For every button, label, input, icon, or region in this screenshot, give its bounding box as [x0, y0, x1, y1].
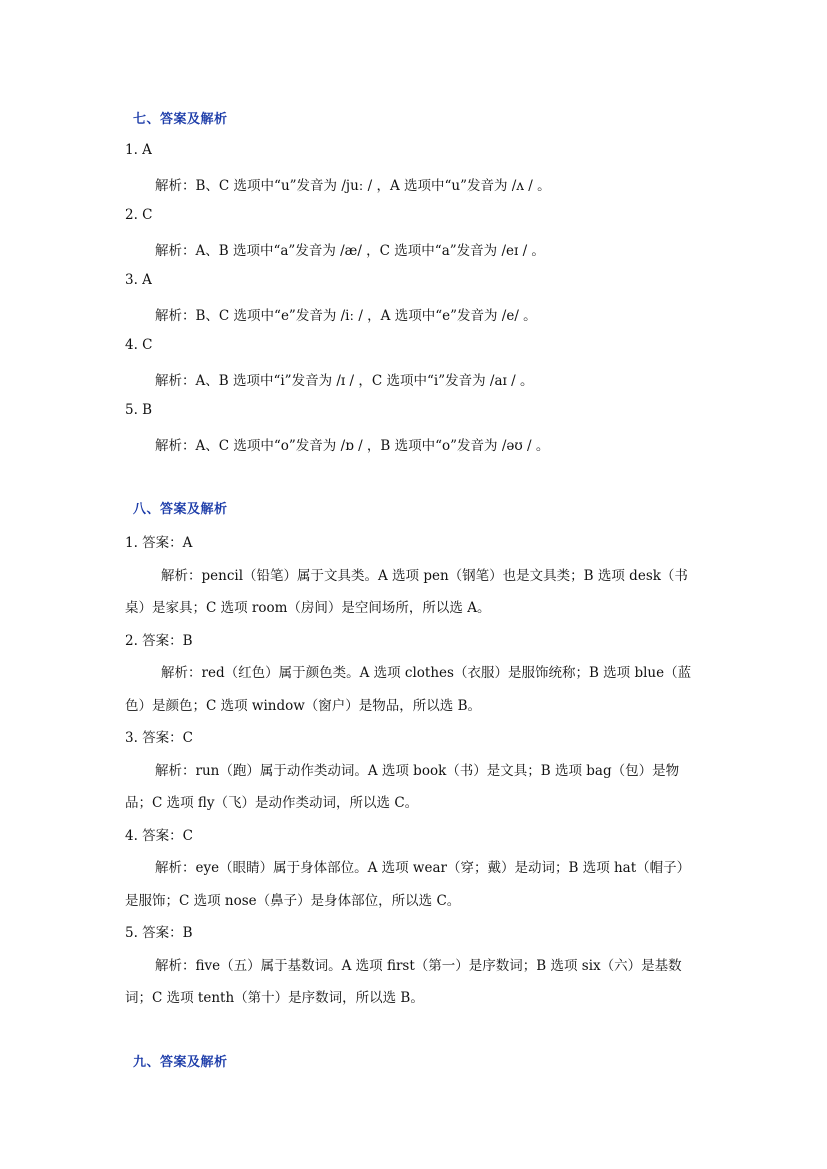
s7-item-2-explanation: 解析：A、B 选项中“a”发音为 /æ/ ，C 选项中“a”发音为 /eɪ / 。 — [155, 243, 545, 259]
s8-item-2-answer: 2. 答案：B — [125, 633, 193, 649]
s8-item-3-answer: 3. 答案：C — [125, 730, 194, 746]
s8-item-5-explanation-line2: 词；C 选项 tenth（第十）是序数词，所以选 B。 — [125, 990, 424, 1006]
section-9-title: 九、答案及解析 — [133, 1055, 228, 1070]
s7-item-4-answer: 4. C — [125, 337, 153, 353]
s8-item-1-explanation-line1: 解析：pencil（铅笔）属于文具类。A 选项 pen（钢笔）也是文具类；B 选项 desk（书 — [161, 568, 688, 584]
section-8-title: 八、答案及解析 — [133, 502, 228, 517]
s7-item-1-explanation: 解析：B、C 选项中“u”发音为 /juː / ，A 选项中“u”发音为 /ʌ / 。 — [155, 178, 551, 194]
section-7-title: 七、答案及解析 — [133, 112, 228, 127]
s8-item-3-explanation-line2: 品；C 选项 fly（飞）是动作类动词，所以选 C。 — [125, 795, 419, 811]
s8-item-4-explanation-line2: 是服饰；C 选项 nose（鼻子）是身体部位，所以选 C。 — [125, 893, 461, 909]
s8-item-2-explanation-line2: 色）是颜色；C 选项 window（窗户）是物品，所以选 B。 — [125, 698, 482, 714]
s7-item-2-answer: 2. C — [125, 207, 153, 223]
s7-item-5-explanation: 解析：A、C 选项中“o”发音为 /ɒ / ，B 选项中“o”发音为 /əʊ / 。 — [155, 438, 550, 454]
s8-item-4-explanation-line1: 解析：eye（眼睛）属于身体部位。A 选项 wear（穿；戴）是动词；B 选项 hat（帽子） — [155, 860, 691, 876]
s7-item-5-answer: 5. B — [125, 402, 153, 418]
s8-item-4-answer: 4. 答案：C — [125, 828, 194, 844]
s7-item-1-answer: 1. A — [125, 142, 152, 158]
s8-item-1-explanation-line2: 桌）是家具；C 选项 room（房间）是空间场所，所以选 A。 — [125, 600, 491, 616]
s8-item-3-explanation-line1: 解析：run（跑）属于动作类动词。A 选项 book（书）是文具；B 选项 bag（包）是物 — [155, 763, 680, 779]
s8-item-1-answer: 1. 答案：A — [125, 535, 193, 551]
s7-item-4-explanation: 解析：A、B 选项中“i”发音为 /ɪ / ，C 选项中“i”发音为 /aɪ / 。 — [155, 373, 534, 389]
s8-item-5-answer: 5. 答案：B — [125, 925, 193, 941]
s8-item-2-explanation-line1: 解析：red（红色）属于颜色类。A 选项 clothes（衣服）是服饰统称；B 选项 blue（蓝 — [161, 665, 692, 681]
s7-item-3-explanation: 解析：B、C 选项中“e”发音为 /iː / ，A 选项中“e”发音为 /e/ 。 — [155, 308, 537, 324]
s7-item-3-answer: 3. A — [125, 272, 152, 288]
s8-item-5-explanation-line1: 解析：five（五）属于基数词。A 选项 first（第一）是序数词；B 选项 six（六）是基数 — [155, 958, 682, 974]
